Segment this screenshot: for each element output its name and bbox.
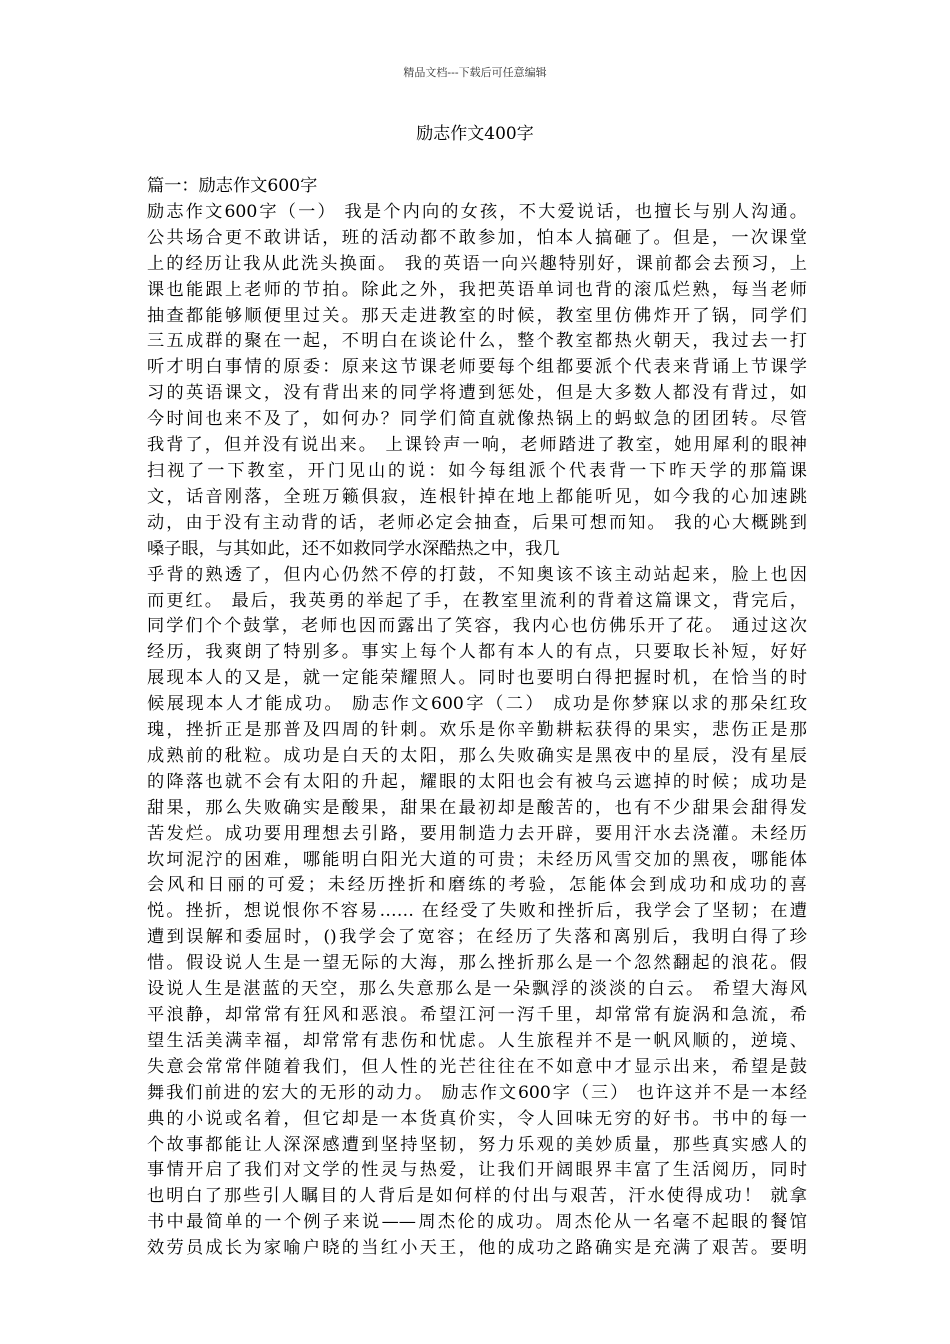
body-line: 平浪静，却常常有狂风和恶浪。希望江河一泻千里，却常常有旋涡和急流，希 <box>147 1005 807 1025</box>
body-line: 嗓子眼，与其如此，还不如救同学水深酷热之中，我几 <box>147 538 560 559</box>
body-line: 上的经历让我从此洗头换面。 我的英语一向兴趣特别好，课前都会去预习，上 <box>147 253 807 274</box>
body-line: 文，话音刚落，全班万籁俱寂，连根针掉在地上都能听见，如今我的心加速跳 <box>147 486 807 507</box>
body-line: 惜。假设说人生是一望无际的大海，那么挫折那么是一个忽然翻起的浪花。假 <box>147 953 807 974</box>
body-line: 动，由于没有主动背的话，老师必定会抽查，后果可想而知。 我的心大概跳到 <box>147 512 807 533</box>
body-line: 也明白了那些引人瞩目的人背后是如何样的付出与艰苦，汗水使得成功！ 就拿 <box>147 1186 807 1207</box>
body-line: 会风和日丽的可爱；未经历挫折和磨练的考验，怎能体会到成功和成功的喜 <box>147 875 807 896</box>
body-line: 篇一：励志作文600字 <box>147 176 318 196</box>
body-line: 甜果，那么失败确实是酸果，甜果在最初却是酸苦的，也有不少甜果会甜得发 <box>147 797 807 818</box>
body-line: 我背了，但并没有说出来。 上课铃声一响，老师踏进了教室，她用犀利的眼神 <box>147 435 807 456</box>
body-line: 事情开启了我们对文学的性灵与热爱，让我们开阔眼界丰富了生活阅历，同时 <box>147 1160 807 1181</box>
body-line: 典的小说或名着，但它却是一本货真价实，令人回味无穷的好书。书中的每一 <box>147 1108 807 1129</box>
body-line: 书中最简单的一个例子来说——周杰伦的成功。周杰伦从一名毫不起眼的餐馆 <box>147 1212 807 1233</box>
body-line: 效劳员成长为家喻户晓的当红小天王，他的成功之路确实是充满了艰苦。要明 <box>147 1238 807 1259</box>
body-line: 抽查都能够顺便里过关。那天走进教室的时候，教室里仿佛炸开了锅，同学们 <box>147 305 807 326</box>
body-line: 展现本人的又是，就一定能荣耀照人。同时也要明白得把握时机，在恰当的时 <box>147 668 807 689</box>
body-line: 而更红。 最后，我英勇的举起了手，在教室里流利的背着这篇课文，背完后， <box>147 590 807 611</box>
body-line: 悦。挫折，想说恨你不容易…… 在经受了失败和挫折后，我学会了坚韧；在遭 <box>147 901 807 922</box>
document-title: 励志作文400字 <box>416 124 534 144</box>
body-line: 失意会常常伴随着我们，但人性的光芒往往在不如意中才显示出来，希望是鼓 <box>147 1056 807 1077</box>
document-body <box>147 174 807 1262</box>
body-line: 课也能跟上老师的节拍。除此之外，我把英语单词也背的滚瓜烂熟，每当老师 <box>147 279 807 300</box>
body-line: 扫视了一下教室，开门见山的说：如今每组派个代表背一下昨天学的那篇课 <box>147 460 807 481</box>
body-line: 今时间也来不及了，如何办？同学们简直就像热锅上的蚂蚁急的团团转。尽管 <box>147 409 807 430</box>
body-line: 坎坷泥泞的困难，哪能明白阳光大道的可贵；未经历风雪交加的黑夜，哪能体 <box>147 849 807 870</box>
body-line: 乎背的熟透了，但内心仍然不停的打鼓，不知奥该不该主动站起来，脸上也因 <box>147 564 807 585</box>
body-line: 习的英语课文，没有背出来的同学将遭到惩处，但是大多数人都没有背过，如 <box>147 383 807 404</box>
body-line: 设说人生是湛蓝的天空，那么失意那么是一朵飘浮的淡淡的白云。 希望大海风 <box>147 979 807 1000</box>
body-line: 励志作文600字（一） 我是个内向的女孩，不大爱说话，也擅长与别人沟通。 <box>147 201 807 222</box>
body-line: 苦发烂。成功要用理想去引路，要用制造力去开辟，要用汗水去浇灌。未经历 <box>147 823 807 844</box>
body-line: 三五成群的聚在一起，不明白在谈论什么，整个教室都热火朝天，我过去一打 <box>147 331 807 352</box>
body-line: 成熟前的秕粒。成功是白天的太阳，那么失败确实是黑夜中的星辰，没有星辰 <box>147 745 807 766</box>
body-line: 候展现本人才能成功。 励志作文600字（二） 成功是你梦寐以求的那朵红玫 <box>147 694 807 715</box>
body-line: 同学们个个鼓掌，老师也因而露出了笑容，我内心也仿佛乐开了花。 通过这次 <box>147 616 807 637</box>
body-line: 的降落也就不会有太阳的升起，耀眼的太阳也会有被乌云遮掉的时候；成功是 <box>147 771 807 792</box>
body-line: 经历，我爽朗了特别多。事实上每个人都有本人的有点，只要取长补短，好好 <box>147 642 807 663</box>
body-line: 舞我们前进的宏大的无形的动力。 励志作文600字（三） 也许这并不是一本经 <box>147 1082 807 1103</box>
body-line: 个故事都能让人深深感遭到坚持坚韧，努力乐观的美妙质量，那些真实感人的 <box>147 1134 807 1155</box>
page-header: 精品文档---下载后可任意编辑 <box>403 66 547 79</box>
body-line: 听才明白事情的原委：原来这节课老师要每个组都要派个代表来背诵上节课学 <box>147 357 807 378</box>
body-line: 瑰，挫折正是那普及四周的针刺。欢乐是你辛勤耕耘获得的果实，悲伤正是那 <box>147 720 807 741</box>
body-line: 遭到误解和委屈时，()我学会了宽容；在经历了失落和离别后，我明白得了珍 <box>147 927 807 948</box>
body-line: 望生活美满幸福，却常常有悲伤和忧虑。人生旅程并不是一帆风顺的，逆境、 <box>147 1030 807 1051</box>
body-line: 公共场合更不敢讲话，班的活动都不敢参加，怕本人搞砸了。但是，一次课堂 <box>147 227 807 248</box>
